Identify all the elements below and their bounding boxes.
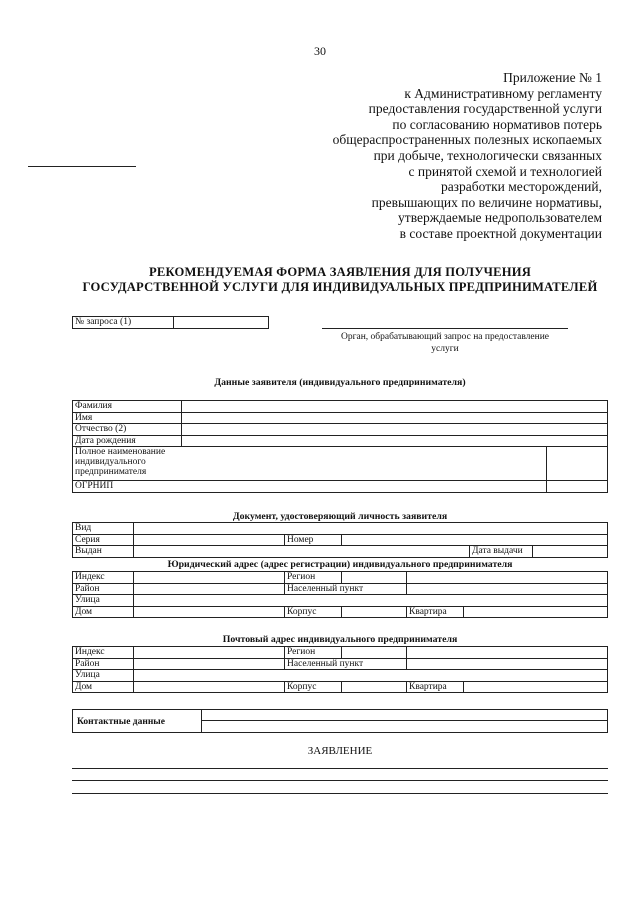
surname-label: Фамилия	[73, 401, 182, 413]
locality-field[interactable]	[407, 658, 608, 670]
table-row	[73, 572, 608, 584]
applicant-table	[72, 400, 608, 493]
house-label: Дом	[73, 606, 134, 618]
index-label: Индекс	[73, 572, 134, 584]
table-row	[73, 401, 608, 413]
region-field-extra[interactable]	[407, 572, 608, 584]
patronymic-label: Отчество (2)	[73, 424, 182, 436]
region-field-extra[interactable]	[407, 647, 608, 659]
region-label: Регион	[285, 572, 342, 584]
postal-address-section-title: Почтовый адрес индивидуального предпринимателя	[222, 634, 458, 645]
table-row	[73, 523, 608, 535]
org-caption	[318, 331, 572, 355]
region-field[interactable]	[342, 572, 407, 584]
full-name-label-line: Полное наименование	[75, 447, 166, 458]
issued-by-field[interactable]	[134, 546, 470, 558]
district-label: Район	[73, 658, 134, 670]
house-label: Дом	[73, 681, 134, 693]
identity-section-title: Документ, удостоверяющий личность заявителя	[232, 511, 448, 522]
table-row	[73, 647, 608, 659]
house-field[interactable]	[134, 606, 285, 618]
page-number: 30	[314, 44, 326, 58]
appendix-line: утверждаемые недропользователем	[398, 210, 602, 226]
statement-line[interactable]	[72, 780, 608, 781]
legal-address-table	[72, 571, 608, 618]
contacts-divider	[201, 710, 202, 732]
apartment-label: Квартира	[407, 681, 464, 693]
appendix-line: превышающих по величине нормативы,	[371, 194, 602, 210]
district-label: Район	[73, 583, 134, 595]
locality-label: Населенный пункт	[285, 583, 407, 595]
request-number-table	[72, 316, 269, 329]
name-label: Имя	[73, 412, 182, 424]
table-row	[73, 534, 608, 546]
appendix-line: общераспространенных полезных ископаемых	[332, 132, 602, 148]
region-label: Регион	[285, 647, 342, 659]
issued-by-label: Выдан	[73, 546, 134, 558]
table-row	[73, 606, 608, 618]
ogrnip-label: ОГРНИП	[73, 481, 547, 493]
doc-type-field[interactable]	[134, 523, 608, 535]
table-row	[73, 595, 608, 607]
issue-date-label: Дата выдачи	[470, 546, 533, 558]
table-row	[73, 658, 608, 670]
building-label: Корпус	[285, 681, 342, 693]
building-field[interactable]	[342, 606, 407, 618]
street-label: Улица	[73, 595, 134, 607]
district-field[interactable]	[134, 583, 285, 595]
street-field[interactable]	[134, 670, 608, 682]
form-title	[40, 265, 640, 295]
house-field[interactable]	[134, 681, 285, 693]
number-label: Номер	[285, 534, 342, 546]
number-field[interactable]	[342, 534, 608, 546]
table-row	[73, 412, 608, 424]
index-label: Индекс	[73, 647, 134, 659]
locality-label: Населенный пункт	[285, 658, 407, 670]
identity-table	[72, 522, 608, 558]
request-number-field[interactable]	[174, 317, 269, 329]
region-field[interactable]	[342, 647, 407, 659]
name-field[interactable]	[182, 412, 608, 424]
apartment-field[interactable]	[464, 681, 608, 693]
ogrnip-field[interactable]	[547, 481, 608, 493]
building-field[interactable]	[342, 681, 407, 693]
index-field[interactable]	[134, 572, 285, 584]
full-name-label	[73, 447, 547, 481]
contacts-label: Контактные данные	[77, 717, 165, 727]
table-row	[73, 481, 608, 493]
full-name-label-line: предпринимателя	[75, 467, 147, 478]
index-field[interactable]	[134, 647, 285, 659]
street-label: Улица	[73, 670, 134, 682]
contacts-box	[72, 709, 608, 733]
birth-date-field[interactable]	[182, 435, 608, 447]
full-name-label-line: индивидуального	[75, 457, 146, 468]
apartment-field[interactable]	[464, 606, 608, 618]
applicant-section-title: Данные заявителя (индивидуального предпринимателя)	[214, 377, 466, 388]
patronymic-field[interactable]	[182, 424, 608, 436]
table-row	[73, 546, 608, 558]
table-row	[73, 670, 608, 682]
series-label: Серия	[73, 534, 134, 546]
building-label: Корпус	[285, 606, 342, 618]
table-row	[73, 435, 608, 447]
postal-address-table	[72, 646, 608, 693]
full-name-field[interactable]	[547, 447, 608, 481]
appendix-line: предоставления государственной услуги	[368, 101, 602, 117]
contacts-field[interactable]	[201, 720, 607, 721]
org-signature-line[interactable]	[322, 328, 568, 329]
appendix-line: с принятой схемой и технологией	[408, 163, 602, 179]
doc-type-label: Вид	[73, 523, 134, 535]
table-row	[73, 447, 608, 481]
statement-title: ЗАЯВЛЕНИЕ	[307, 745, 373, 757]
title-line: ГОСУДАРСТВЕННОЙ УСЛУГИ ДЛЯ ИНДИВИДУАЛЬНЫХ ПРЕДПРИНИМАТЕЛЕЙ	[82, 280, 598, 294]
appendix-line: к Административному регламенту	[404, 85, 602, 101]
appendix-line: при добыче, технологически связанных	[373, 147, 602, 163]
statement-line[interactable]	[72, 793, 608, 794]
issue-date-field[interactable]	[533, 546, 608, 558]
table-row	[73, 424, 608, 436]
request-number-label: № запроса (1)	[73, 317, 174, 329]
district-field[interactable]	[134, 658, 285, 670]
legal-address-section-title: Юридический адрес (адрес регистрации) индивидуального предпринимателя	[167, 559, 513, 570]
appendix-line: по согласованию нормативов потерь	[392, 116, 602, 132]
left-divider	[28, 166, 136, 167]
statement-line[interactable]	[72, 768, 608, 769]
apartment-label: Квартира	[407, 606, 464, 618]
series-field[interactable]	[134, 534, 285, 546]
locality-field[interactable]	[407, 583, 608, 595]
table-row	[73, 583, 608, 595]
table-row	[73, 681, 608, 693]
appendix-header	[272, 70, 602, 242]
org-caption-line: услуги	[431, 344, 459, 354]
org-caption-line: Орган, обрабатывающий запрос на предоставление	[340, 332, 550, 342]
appendix-line: разработки месторождений,	[440, 179, 602, 195]
street-field[interactable]	[134, 595, 608, 607]
title-line: РЕКОМЕНДУЕМАЯ ФОРМА ЗАЯВЛЕНИЯ ДЛЯ ПОЛУЧЕНИЯ	[148, 265, 531, 279]
birth-date-label: Дата рождения	[73, 435, 182, 447]
appendix-line: Приложение № 1	[503, 70, 602, 85]
surname-field[interactable]	[182, 401, 608, 413]
appendix-line: в составе проектной документации	[399, 225, 602, 241]
